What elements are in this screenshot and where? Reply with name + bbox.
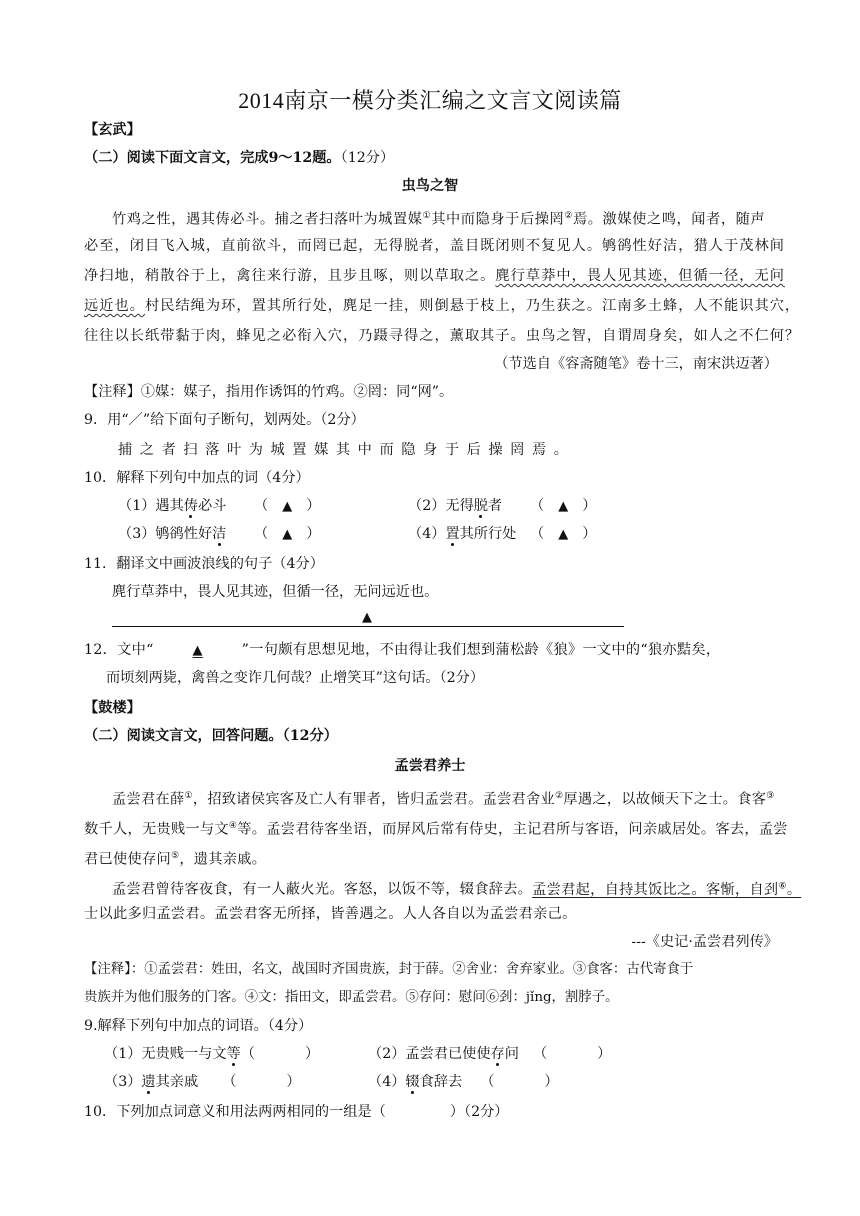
paren: ）: [306, 526, 321, 542]
paren: （: [254, 498, 269, 514]
item-text: （1）无贵贱一与文: [104, 1046, 227, 1062]
footnote-mark: ④: [228, 821, 238, 831]
paren: （: [240, 1046, 255, 1062]
section1-q10-item1: [118, 496, 226, 516]
footnote-mark: ①: [184, 791, 193, 801]
footnote-mark: ③: [766, 791, 775, 801]
item-text: （4）: [368, 1074, 406, 1090]
paren: （: [480, 1074, 495, 1090]
passage2-title: 孟尝君养士: [394, 758, 466, 774]
page-title: 2014南京一模分类汇编之文言文阅读篇: [238, 88, 622, 113]
paren: （: [532, 1046, 548, 1062]
footnote-mark: ②: [555, 791, 564, 801]
answer-underline: [112, 625, 624, 627]
passage1-text: 其中而隐身于后操罔: [431, 211, 565, 228]
item-text: （1）遇其: [118, 498, 184, 514]
item-text: 其所行处: [459, 526, 517, 542]
passage1-line4: [84, 296, 800, 316]
item-text: 必斗: [197, 498, 227, 514]
section-label-xuanwu: 【玄武】: [84, 122, 141, 138]
note-text: 【注释】：①孟尝君：姓田，名文，战国时齐国贵族，封于薛。②舍业：舍弃家业。③食客：古代寄食于: [84, 962, 694, 977]
passage2-text: 等。孟尝君待客坐语，而屏风后常有侍史，主记君所与客语，问亲戚居处。客去，孟尝: [237, 821, 788, 838]
section1-heading-score: （12分）: [340, 150, 395, 166]
section2-q10: [84, 1102, 509, 1122]
passage1-line3: [84, 266, 785, 286]
passage2-text: ，遗其亲戚。: [179, 851, 267, 868]
item-text: （3）鸲鹆性好: [118, 526, 213, 542]
answer-line-q11[interactable]: [112, 608, 624, 626]
q10-text: ）（2分）: [449, 1104, 509, 1120]
paren: （: [530, 526, 545, 542]
passage1-text: 焉。激媒使之鸣，闻者，随声: [572, 211, 766, 228]
paren: （: [530, 498, 545, 514]
paren: ）: [304, 1046, 320, 1062]
section1-q10-item4: [408, 524, 516, 544]
q10-text: 10．下列加点词意义和用法两两相同的一组是（: [84, 1104, 386, 1120]
passage2-text: 。: [786, 881, 802, 898]
answer-blank-2[interactable]: [530, 496, 596, 517]
triangle-icon: ▲: [282, 499, 293, 514]
footnote-mark: ⑥: [778, 881, 787, 891]
passage1-text: 竹鸡之性，遇其俦必斗。捕之者扫落叶为城置媒: [112, 211, 423, 228]
section1-q11: 11．翻译文中画波浪线的句子（4分）: [84, 556, 324, 572]
item-text: （2）孟尝君已使使: [368, 1046, 491, 1062]
dotted-word: 置: [445, 526, 460, 542]
passage2-line3: [84, 846, 266, 870]
passage2-text: 厚遇之，以故倾天下之士。食客: [563, 791, 767, 808]
underlined-sentence: [532, 882, 801, 898]
passage2-line2: [84, 816, 788, 840]
triangle-icon: ▲: [282, 527, 293, 542]
answer-blank-4[interactable]: [530, 524, 596, 545]
section-label-gulou: 【鼓楼】: [84, 700, 141, 716]
paren: （: [254, 526, 269, 542]
section2-q9-item4: [368, 1072, 559, 1092]
passage1-title: 虫鸟之智: [401, 178, 459, 194]
item-text: （3）: [104, 1074, 142, 1090]
section1-q10-item3: [118, 524, 226, 544]
passage2-text: 君已使使存问: [84, 851, 171, 868]
dotted-word: 辍: [405, 1074, 420, 1090]
passage2-line1: [112, 786, 775, 810]
passage2-text: 数千人，无贵贱一与文: [84, 821, 229, 838]
section1-q9-sentence: 捕之者扫落叶为城置媒其中而隐身于后操罔焉。: [118, 442, 576, 458]
passage1-line2: 必至，闭目飞入城，直前欲斗，而罔已起，无得脱者，盖目既闭则不复见人。鸲鹆性好洁，猎人于茂林间: [84, 238, 785, 254]
answer-blank-3[interactable]: [254, 524, 320, 545]
dotted-word: 等: [226, 1046, 241, 1062]
footnote-mark: ①: [422, 211, 432, 221]
answer-blank-1[interactable]: [254, 496, 320, 517]
q12-text: ”一句颇有思想见地，不由得让我们想到蒲松龄《狼》一文中的“狼亦黠矣，: [241, 642, 721, 658]
dotted-word: 遗: [141, 1074, 156, 1090]
triangle-icon: ▲: [362, 610, 372, 625]
dotted-word: 洁: [212, 526, 227, 542]
section1-q10: 10．解释下列句中加点的词（4分）: [84, 470, 310, 486]
dotted-word: 脱: [473, 498, 488, 514]
triangle-icon: ▲: [558, 527, 569, 542]
passage2-text: 孟尝君曾待客夜食，有一人蔽火光。客怒，以饭不等，辍食辞去。: [112, 881, 533, 898]
paren: ）: [286, 1074, 301, 1090]
section2-q9-item3: [104, 1072, 301, 1092]
dotted-word: 俦: [183, 498, 198, 514]
item-text: 问: [504, 1046, 519, 1062]
passage2-text: 孟尝君起，自持其饭比之。客惭，自刭: [532, 881, 779, 898]
item-text: （4）: [408, 526, 446, 542]
wavy-underlined-sentence: 远近也。: [84, 298, 145, 314]
section1-q11-sentence: 麂行草莽中，畏人见其迹，但循一径，无问远近也。: [112, 584, 439, 600]
triangle-icon: ▲: [558, 499, 569, 514]
section1-note: 【注释】①媒：媒子，指用作诱饵的竹鸡。②罔：同“网”。: [84, 384, 454, 400]
paren: ）: [582, 526, 597, 542]
passage2-text: 孟尝君在薛: [112, 791, 185, 808]
section2-q9-item1: [104, 1044, 319, 1064]
section1-q10-item2: [408, 496, 502, 516]
wavy-underlined-sentence: 麂行草莽中，畏人见其迹，但循一径，无问: [495, 268, 785, 284]
q12-text: 12．文中“: [84, 642, 154, 658]
paren: （: [222, 1074, 237, 1090]
section1-q12-line1: [84, 640, 720, 661]
passage1-line1: [112, 206, 765, 230]
passage2-source: ---《史记·孟尝君列传》: [631, 934, 778, 950]
item-text: 者: [487, 498, 503, 514]
paren: ）: [306, 498, 321, 514]
paren: ）: [582, 498, 597, 514]
passage2-line5: 士以此多归孟尝君。孟尝君客无所择，皆善遇之。人人各自以为孟尝君亲己。: [84, 906, 577, 922]
footnote-mark: ②: [564, 211, 573, 221]
section1-q9: 9．用“／”给下面句子断句，划两处。（2分）: [84, 412, 365, 428]
paren: ）: [597, 1046, 612, 1062]
dotted-word: 存: [490, 1046, 505, 1062]
section2-note-line2: 贵族并为他们服务的门客。④文：指田文，即孟尝君。⑤存问：慰问⑥刭：jǐng，割脖子。: [84, 990, 619, 1005]
passage1-line5: 往往以长纸带黏于肉，蜂见之必衔入穴，乃蹑寻得之，薰取其子。虫鸟之智，自谓周身矣，如人之不仁何？: [84, 328, 801, 344]
passage1-text: 村民结绳为环，置其所行处，麂足一挂，则倒悬于枝上，乃生获之。江南多土蜂，人不能识其穴，: [144, 298, 801, 314]
item-text: 食辞去: [419, 1074, 463, 1090]
section1-q12-line2: 而顷刻两毙，禽兽之变诈几何哉？止增笑耳”这句话。（2分）: [106, 670, 485, 686]
item-text: 其亲戚: [155, 1074, 199, 1090]
item-text: （2）无得: [408, 498, 474, 514]
answer-blank-q12[interactable]: [154, 640, 242, 661]
triangle-icon: ▲: [192, 643, 203, 658]
footnote-mark: ⑤: [170, 851, 180, 861]
section2-heading: （二）阅读文言文，回答问题。（12分）: [84, 728, 338, 744]
section1-heading-text: （二）阅读下面文言文，完成9～12题。: [84, 150, 341, 166]
passage2-line4: [112, 876, 801, 900]
section2-note-line1: [84, 960, 693, 980]
passage2-text: ，招致诸侯宾客及亡人有罪者，皆归孟尝君。孟尝君舍业: [192, 791, 556, 808]
section2-q9-item2: [368, 1044, 611, 1064]
section1-heading: [84, 148, 394, 168]
paren: ）: [544, 1074, 559, 1090]
section2-q9: 9.解释下列句中加点的词语。（4分）: [84, 1018, 313, 1034]
passage1-text: 净扫地，稍散谷于上，禽往来行游，且步且啄，则以草取之。: [84, 268, 496, 284]
passage1-source: （节选自《容斋随笔》卷十三，南宋洪迈著）: [494, 356, 778, 372]
